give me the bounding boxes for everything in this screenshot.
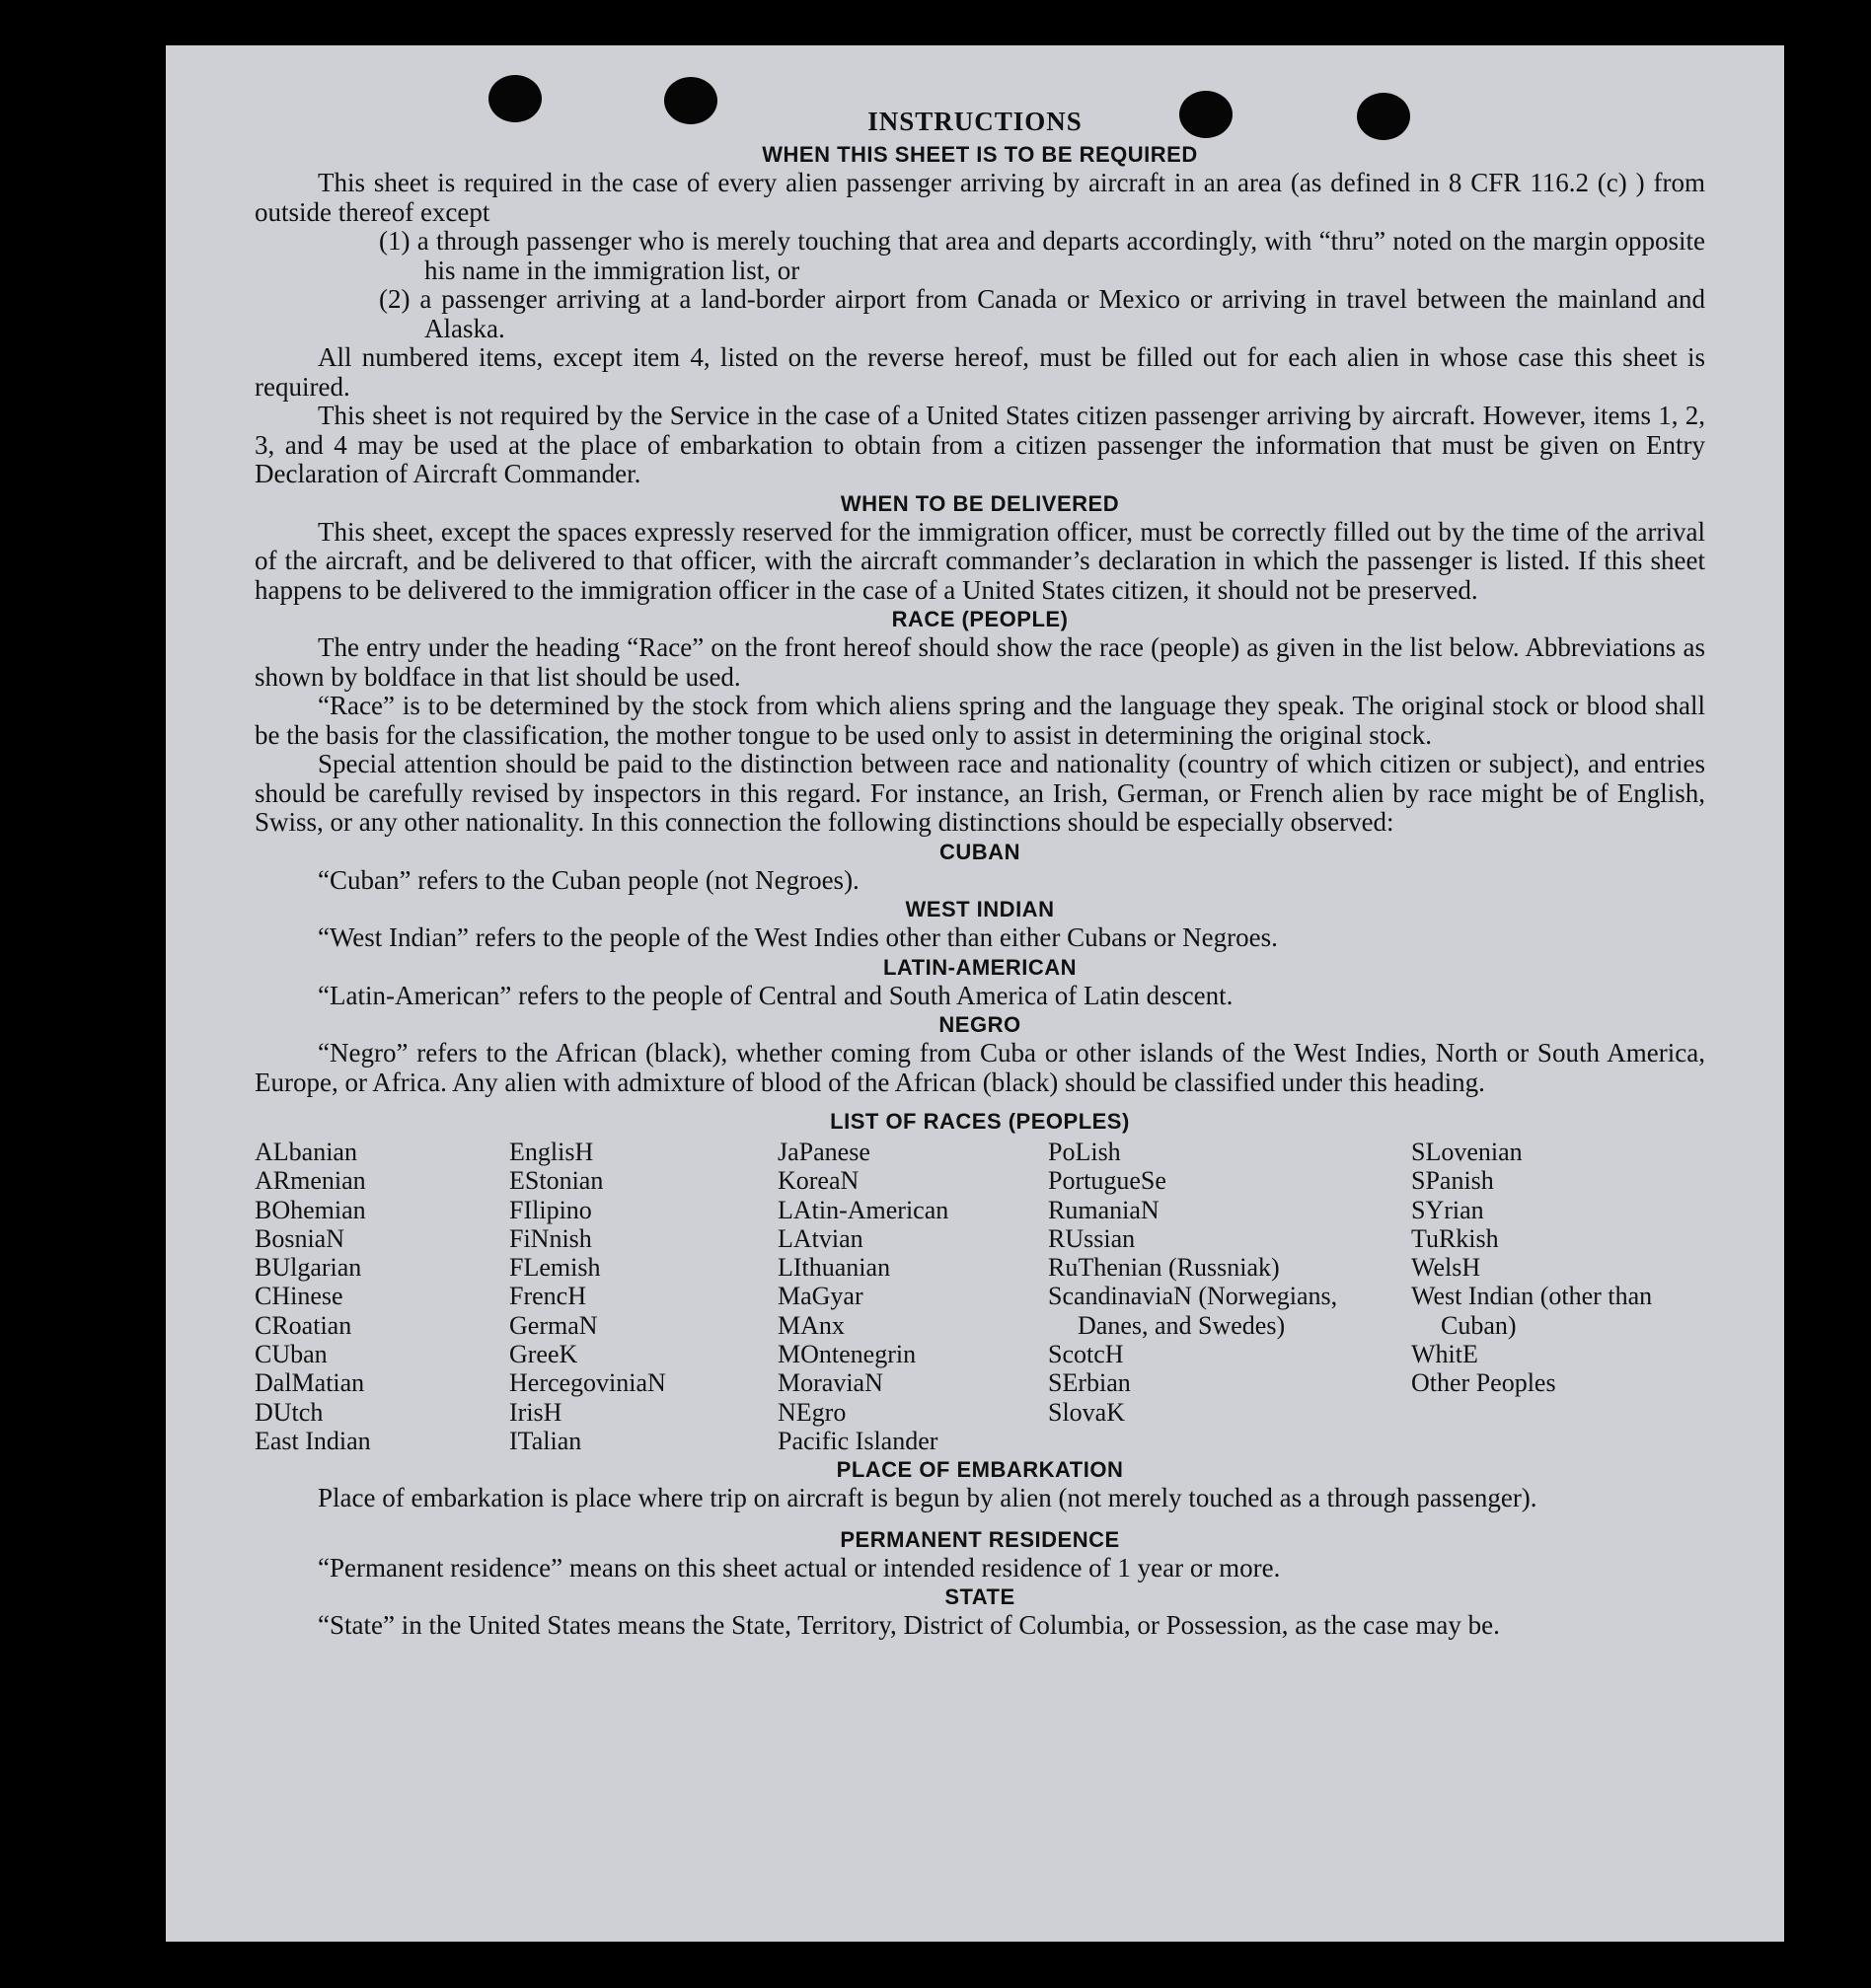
race-item: FiNnish	[509, 1223, 592, 1253]
races-column	[1048, 1138, 1411, 1455]
paragraph: Special attention should be paid to the distinction between race and nationality (country of which citizen or subject), and entries should be carefully revised by inspectors in this regard. For instance, an Irish, German, or French alien by race might be of English, Swiss, or any other nationality. In this connection the following distinctions should be especially observed:	[255, 749, 1705, 837]
race-item: ALbanian	[255, 1138, 357, 1166]
section-heading-permanent-residence: PERMANENT RESIDENCE	[840, 1526, 1120, 1552]
race-item: LAtin-American	[778, 1195, 949, 1224]
race-item: ScotcH	[1048, 1340, 1124, 1369]
race-item: ITalian	[509, 1426, 582, 1455]
section-heading-west-indian: WEST INDIAN	[905, 897, 1055, 921]
paragraph: This sheet is required in the case of every alien passenger arriving by aircraft in an area (as defined in 8 CFR 116.2 (c) ) from outside thereof except	[255, 168, 1705, 227]
race-item: ScandinaviaN (Norwegians, Danes, and Swedes)	[1048, 1282, 1338, 1340]
race-item: SErbian	[1048, 1368, 1131, 1398]
paragraph: This sheet, except the spaces expressly reserved for the immigration officer, must be correctly filled out by the time of the arrival of the aircraft, and be delivered to that officer, with the aircraft commander’s declaration in which the passenger is listed. If this sheet happens to be delivered to the immigration officer in the case of a United States citizen, it should not be preserved.	[255, 516, 1705, 605]
race-item: MoraviaN	[778, 1368, 883, 1398]
list-item: (1) a through passenger who is merely touching that area and departs accordingly, with “thru” noted on the margin opposite his name in the immigration list, or	[379, 226, 1705, 285]
race-item: LAtvian	[778, 1223, 863, 1253]
race-item: MOntenegrin	[778, 1340, 917, 1369]
instructions-body	[255, 140, 1705, 1641]
paragraph: “Cuban” refers to the Cuban people (not Negroes).	[318, 864, 860, 895]
section-heading-state: STATE	[944, 1584, 1015, 1610]
race-item: KoreaN	[778, 1166, 860, 1196]
race-item: MAnx	[778, 1310, 845, 1340]
race-item: TuRkish	[1411, 1223, 1499, 1253]
paragraph: “State” in the United States means the State, Territory, District of Columbia, or Possession, as the case may be.	[318, 1610, 1500, 1641]
paragraph: The entry under the heading “Race” on the front hereof should show the race (people) as given in the list below. Abbreviations as shown by boldface in that list should be used.	[255, 632, 1705, 692]
race-item: LIthuanian	[778, 1253, 891, 1283]
section-heading-race: RACE (PEOPLE)	[891, 607, 1069, 631]
race-item: DUtch	[255, 1397, 324, 1427]
race-item: IrisH	[509, 1397, 562, 1427]
race-item: Pacific Islander	[778, 1426, 938, 1455]
race-item: FIlipino	[509, 1195, 592, 1224]
race-item: FrencH	[509, 1282, 586, 1311]
race-item: RUssian	[1048, 1223, 1136, 1253]
paragraph: “Permanent residence” means on this sheet actual or intended residence of 1 year or more.	[318, 1552, 1281, 1583]
section-heading-list-of-races: LIST OF RACES (PEOPLES)	[830, 1109, 1130, 1134]
race-item: RuThenian (Russniak)	[1048, 1253, 1280, 1283]
race-item: EnglisH	[509, 1138, 594, 1166]
races-column	[1411, 1138, 1705, 1455]
race-item: FLemish	[509, 1253, 601, 1283]
race-item: MaGyar	[778, 1282, 863, 1311]
race-item: WelsH	[1411, 1253, 1481, 1283]
race-item: GreeK	[509, 1340, 578, 1369]
paragraph: “Race” is to be determined by the stock from which aliens spring and the language they speak. The original stock or blood shall be the basis for the classification, the mother tongue to be used only to assist in determining the original stock.	[255, 691, 1705, 750]
race-item: HercegoviniaN	[509, 1368, 666, 1398]
section-heading-latin-american: LATIN-AMERICAN	[882, 954, 1077, 980]
races-column	[509, 1138, 778, 1455]
race-item: SPanish	[1411, 1166, 1494, 1196]
race-item: CUban	[255, 1340, 328, 1369]
races-column	[778, 1138, 1048, 1455]
race-item: East Indian	[255, 1426, 371, 1455]
section-heading-delivered: WHEN TO BE DELIVERED	[840, 490, 1120, 516]
paragraph: All numbered items, except item 4, listed on the reverse hereof, must be filled out for each alien in whose case this sheet is required.	[255, 342, 1705, 402]
race-item: BosniaN	[255, 1223, 344, 1253]
race-item: NEgro	[778, 1397, 847, 1427]
race-item: SlovaK	[1048, 1397, 1125, 1427]
race-item: PoLish	[1048, 1138, 1121, 1166]
races-list	[255, 1138, 1705, 1455]
paragraph: This sheet is not required by the Service in the case of a United States citizen passenger arriving by aircraft. However, items 1, 2, 3, and 4 may be used at the place of embarkation to obtain from a citizen passenger the information that must be given on Entry Declaration of Aircraft Commander.	[255, 401, 1705, 488]
paragraph: Place of embarkation is place where trip on aircraft is begun by alien (not merely touched as a through passenger).	[318, 1483, 1537, 1513]
race-item: GermaN	[509, 1310, 598, 1340]
race-item: RumaniaN	[1048, 1195, 1160, 1224]
instruction-sheet	[166, 45, 1784, 1942]
race-item: West Indian (other than Cuban)	[1411, 1282, 1653, 1340]
race-item: DalMatian	[255, 1368, 365, 1398]
section-heading-cuban: CUBAN	[939, 839, 1020, 864]
race-item: Other Peoples	[1411, 1368, 1556, 1398]
race-item: ARmenian	[255, 1166, 366, 1196]
list-item: (2) a passenger arriving at a land-border airport from Canada or Mexico or arriving in travel between the mainland and Alaska.	[379, 284, 1705, 343]
section-heading-embarkation: PLACE OF EMBARKATION	[836, 1457, 1124, 1483]
race-item: CHinese	[255, 1282, 343, 1311]
race-item: PortugueSe	[1048, 1166, 1166, 1196]
page-title: INSTRUCTIONS	[867, 107, 1083, 136]
section-heading-negro: NEGRO	[938, 1012, 1021, 1037]
race-item: SYrian	[1411, 1195, 1484, 1224]
race-item: EStonian	[509, 1166, 604, 1196]
race-item: CRoatian	[255, 1310, 352, 1340]
section-heading-required: WHEN THIS SHEET IS TO BE REQUIRED	[762, 142, 1198, 167]
race-item: WhitE	[1411, 1340, 1478, 1369]
paragraph: “West Indian” refers to the people of the West Indies other than either Cubans or Negroes.	[318, 922, 1278, 952]
races-column	[255, 1138, 509, 1455]
race-item: JaPanese	[778, 1138, 870, 1166]
paragraph: “Negro” refers to the African (black), whether coming from Cuba or other islands of the West Indies, North or South America, Europe, or Africa. Any alien with admixture of blood of the African (black) should be classified under this heading.	[255, 1038, 1705, 1097]
paragraph: “Latin-American” refers to the people of Central and South America of Latin descent.	[318, 980, 1234, 1010]
race-item: BUlgarian	[255, 1253, 362, 1283]
race-item: SLovenian	[1411, 1138, 1523, 1166]
race-item: BOhemian	[255, 1195, 366, 1224]
